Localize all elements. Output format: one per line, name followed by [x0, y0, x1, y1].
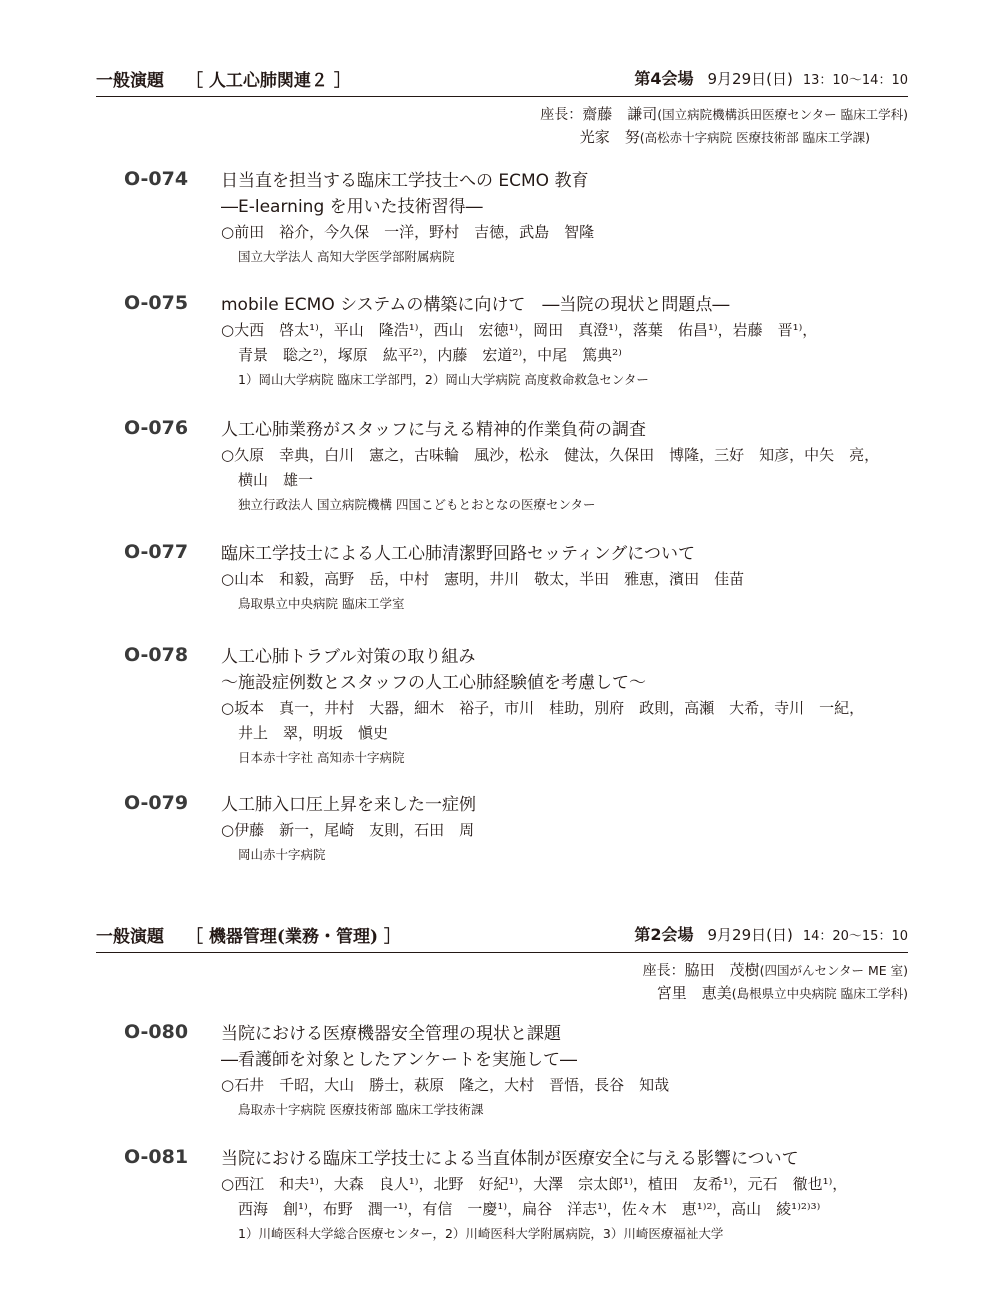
presentation-title: 日当直を担当する臨床工学技士への ECMO 教育: [221, 171, 589, 191]
presentation-institution: 鳥取赤十字病院 医療技術部 臨床工学技術課: [238, 1102, 484, 1117]
presentation-id: O-078: [124, 644, 189, 666]
presentation-institution: 1）岡山大学病院 臨床工学部門，2）岡山大学病院 高度救命救急センター: [238, 372, 649, 387]
chair-name: 齋藤 謙司: [582, 105, 658, 123]
presentation-id: O-081: [124, 1146, 189, 1168]
presentation-authors: ○西江 和夫¹⁾，大森 良人¹⁾，北野 好紀¹⁾，大澤 宗太郎¹⁾，植田 友希¹⁾，元石 徹也¹⁾，: [221, 1175, 848, 1193]
presentation-authors: ○山本 和毅，高野 岳，中村 憲明，井川 敬太，半田 雅恵，濱田 佳苗: [221, 570, 745, 588]
presentation-authors-cont: 横山 雄一: [238, 471, 314, 489]
session-venue: [634, 922, 908, 945]
presentation-authors: ○大西 啓太¹⁾，平山 隆浩¹⁾，西山 宏徳¹⁾，岡田 真澄¹⁾，落葉 佑昌¹⁾，岩藤 晋¹⁾，: [221, 321, 818, 339]
session-venue: [634, 66, 908, 89]
presentation-title: mobile ECMO システムの構築に向けて ―当院の現状と問題点―: [221, 295, 730, 315]
chair-affiliation: (国立病院機構浜田医療センター 臨床工学科): [657, 107, 908, 122]
chair-affiliation: (四国がんセンター ME 室): [759, 963, 908, 978]
presentation-title: 当院における臨床工学技士による当直体制が医療安全に与える影響について: [221, 1149, 799, 1169]
presentation-id: O-074: [124, 168, 189, 190]
presentation-id: O-075: [124, 292, 189, 314]
presentation-authors-cont: 西海 創¹⁾，布野 潤一¹⁾，有信 一慶¹⁾，扁谷 洋志¹⁾，佐々木 恵¹⁾²⁾，高山 綾¹⁾²⁾³⁾: [238, 1200, 821, 1218]
session-type: 一般演題: [96, 71, 164, 91]
session-header-2: [96, 922, 908, 1005]
presentation-id: O-079: [124, 792, 189, 814]
presentation-title: 人工肺入口圧上昇を来した一症例: [221, 795, 476, 815]
presentation-institution: 独立行政法人 国立病院機構 四国こどもとおとなの医療センター: [238, 497, 596, 512]
session-header-1: [96, 66, 908, 149]
chair-affiliation: (島根県立中央病院 臨床工学科): [731, 986, 908, 1001]
presentation-institution: 日本赤十字社 高知赤十字病院: [238, 750, 405, 765]
chair-prefix: 座長：: [642, 963, 685, 979]
presentation-authors: ○坂本 真一，井村 大器，細木 裕子，市川 桂助，別府 政則，高瀬 大希，寺川 一紀，: [221, 699, 865, 717]
presentation-authors: ○石井 千昭，大山 勝士，萩原 隆之，大村 晋悟，長谷 知哉: [221, 1076, 670, 1094]
session-chairs: [96, 959, 908, 1005]
presentation-institution: 岡山赤十字病院: [238, 847, 326, 862]
session-topic: ［ 機器管理(業務・管理) ］: [186, 927, 401, 947]
session-date: 9月29日(日): [707, 70, 793, 88]
session-title-bar: [96, 922, 908, 953]
chair-name: 宮里 恵美: [656, 984, 732, 1002]
session-time: 14：20～15：10: [802, 929, 908, 944]
session-chairs: [96, 103, 908, 149]
presentation-title: 人工心肺トラブル対策の取り組み: [221, 647, 476, 667]
chair-name: 脇田 茂樹: [684, 961, 760, 979]
session-room: 第4会場: [634, 69, 694, 88]
presentation-authors: ○久原 幸典，白川 憲之，古味輪 風沙，松永 健汰，久保田 博隆，三好 知彦，中矢 亮，: [221, 446, 880, 464]
presentation-authors: ○前田 裕介，今久保 一洋，野村 吉徳，武島 智隆: [221, 223, 595, 241]
presentation-subtitle: ―E-learning を用いた技術習得―: [221, 197, 483, 217]
chair-line: [96, 959, 908, 982]
presentation-title: 臨床工学技士による人工心肺清潔野回路セッティングについて: [221, 544, 695, 564]
presentation-title: 人工心肺業務がスタッフに与える精神的作業負荷の調査: [221, 420, 646, 440]
presentation-institution: 国立大学法人 高知大学医学部附属病院: [238, 249, 455, 264]
presentation-institution: 1）川崎医科大学総合医療センター，2）川崎医科大学附属病院，3）川崎医療福祉大学: [238, 1226, 724, 1241]
presentation-subtitle: ～施設症例数とスタッフの人工心肺経験値を考慮して～: [221, 673, 646, 693]
presentation-id: O-076: [124, 417, 189, 439]
presentation-institution: 鳥取県立中央病院 臨床工学室: [238, 596, 405, 611]
session-title-bar: [96, 66, 908, 97]
presentation-title: 当院における医療機器安全管理の現状と課題: [221, 1024, 561, 1044]
chair-line: [96, 103, 908, 126]
presentation-authors-cont: 青景 聡之²⁾，塚原 紘平²⁾，内藤 宏道²⁾，中尾 篤典²⁾: [238, 346, 622, 364]
chair-name: 光家 努: [579, 128, 640, 146]
presentation-id: O-077: [124, 541, 189, 563]
session-date: 9月29日(日): [707, 926, 793, 944]
session-time: 13：10～14：10: [802, 73, 908, 88]
chair-affiliation: (高松赤十字病院 医療技術部 臨床工学課): [639, 130, 870, 145]
chair-line: [96, 982, 908, 1005]
session-topic: ［ 人工心肺関連２ ］: [186, 71, 351, 91]
presentation-authors-cont: 井上 翠，明坂 愼史: [238, 724, 389, 742]
presentation-subtitle: ―看護師を対象としたアンケートを実施して―: [221, 1050, 577, 1070]
chair-line: [96, 126, 870, 149]
session-type: 一般演題: [96, 927, 164, 947]
presentation-authors: ○伊藤 新一，尾崎 友則，石田 周: [221, 821, 475, 839]
presentation-id: O-080: [124, 1021, 189, 1043]
session-room: 第2会場: [634, 925, 694, 944]
chair-prefix: 座長：: [540, 107, 583, 123]
